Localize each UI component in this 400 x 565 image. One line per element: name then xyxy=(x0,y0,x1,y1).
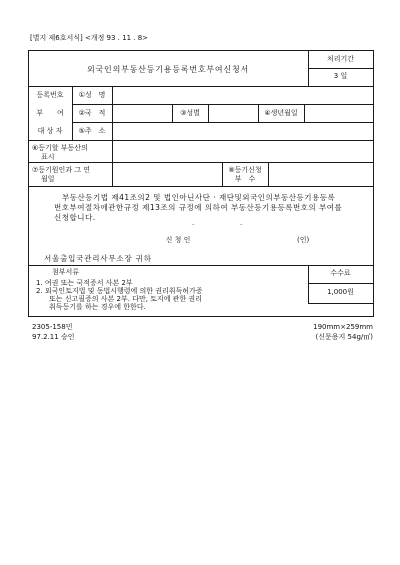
copies-label-line2: 부 수 xyxy=(234,175,256,183)
table-rule xyxy=(268,162,269,186)
fee-box-rule xyxy=(308,303,373,304)
statement-line: 부동산등기법 제41조의2 및 법인아닌사단 · 재단및외국인의부동산등기용등록 xyxy=(62,193,336,202)
processing-period-label: 처리기간 xyxy=(326,55,355,63)
applicant-label: 신 청 인 xyxy=(165,236,191,244)
date-mark: . xyxy=(240,219,243,227)
statement-line: 신청합니다. xyxy=(54,213,96,222)
property-label: ⑥등기할 부동산의 xyxy=(32,144,88,152)
footer-approval: 97.2.11 승인 xyxy=(32,333,75,341)
table-rule xyxy=(112,86,113,186)
subject-group-label: 대 상 자 xyxy=(37,127,63,135)
seal-mark: (인) xyxy=(297,236,310,244)
name-label: ①성 명 xyxy=(78,91,106,99)
footer-size: 190mm×259mm xyxy=(313,323,373,331)
fee-value: 1,000원 xyxy=(327,288,354,296)
copies-label: ⑧등기신청 xyxy=(228,166,262,174)
subject-group-label: 부 여 xyxy=(36,109,64,117)
table-rule xyxy=(28,186,373,187)
footer-code: 2305-158민 xyxy=(32,323,73,331)
date-mark: . xyxy=(192,219,195,227)
table-rule xyxy=(304,104,305,122)
attachment-item: 2. 외국인토지법 및 동법시행령에 의한 권리취득허가증 xyxy=(36,287,203,295)
statement-line: 번호부여절차에관한규정 제13조의 규정에 의하여 부동산등기용등록번호의 부여를 xyxy=(54,203,343,212)
fee-box-rule xyxy=(308,283,373,284)
processing-rule xyxy=(308,68,373,69)
form-number: [별지 제6호서식] <개정 93 . 11 . 8> xyxy=(30,34,149,42)
table-rule xyxy=(28,140,373,141)
form-title: 외국인의부동산등기용등록번호부여신청서 xyxy=(86,65,250,74)
attachment-item: 1. 여권 또는 국적증서 사본 2부 xyxy=(36,279,133,287)
attachment-item-continued: 또는 신고필증의 사본 2부. 다만, 토지에 관한 권리 xyxy=(49,295,202,303)
table-rule xyxy=(72,122,373,123)
table-rule xyxy=(28,86,373,87)
property-label-line2: 표시 xyxy=(41,153,55,161)
birth-date-label: ④생년월일 xyxy=(264,109,298,117)
address-label: ⑤주 소 xyxy=(78,127,106,135)
section-rule xyxy=(28,265,373,266)
processing-period-value: 3 일 xyxy=(333,72,348,80)
addressee: 서울출입국관리사무소장 귀하 xyxy=(44,254,152,263)
table-rule xyxy=(208,104,209,122)
subject-group-label: 등록번호 xyxy=(36,91,64,99)
table-rule xyxy=(72,104,373,105)
attachment-item-continued: 취득등기를 하는 경우에 한한다. xyxy=(49,303,146,311)
attachments-label: 첨부서류 xyxy=(52,268,80,276)
cause-date-label: ⑦등기원인과 그 연 xyxy=(32,166,91,174)
nationality-label: ②국 적 xyxy=(78,109,106,117)
table-rule xyxy=(28,162,373,163)
fee-label: 수수료 xyxy=(330,269,351,277)
footer-paper: (신문용지 54g/㎡) xyxy=(315,333,373,341)
cause-date-label-line2: 월일 xyxy=(41,175,55,183)
sex-label: ③성별 xyxy=(180,109,200,117)
